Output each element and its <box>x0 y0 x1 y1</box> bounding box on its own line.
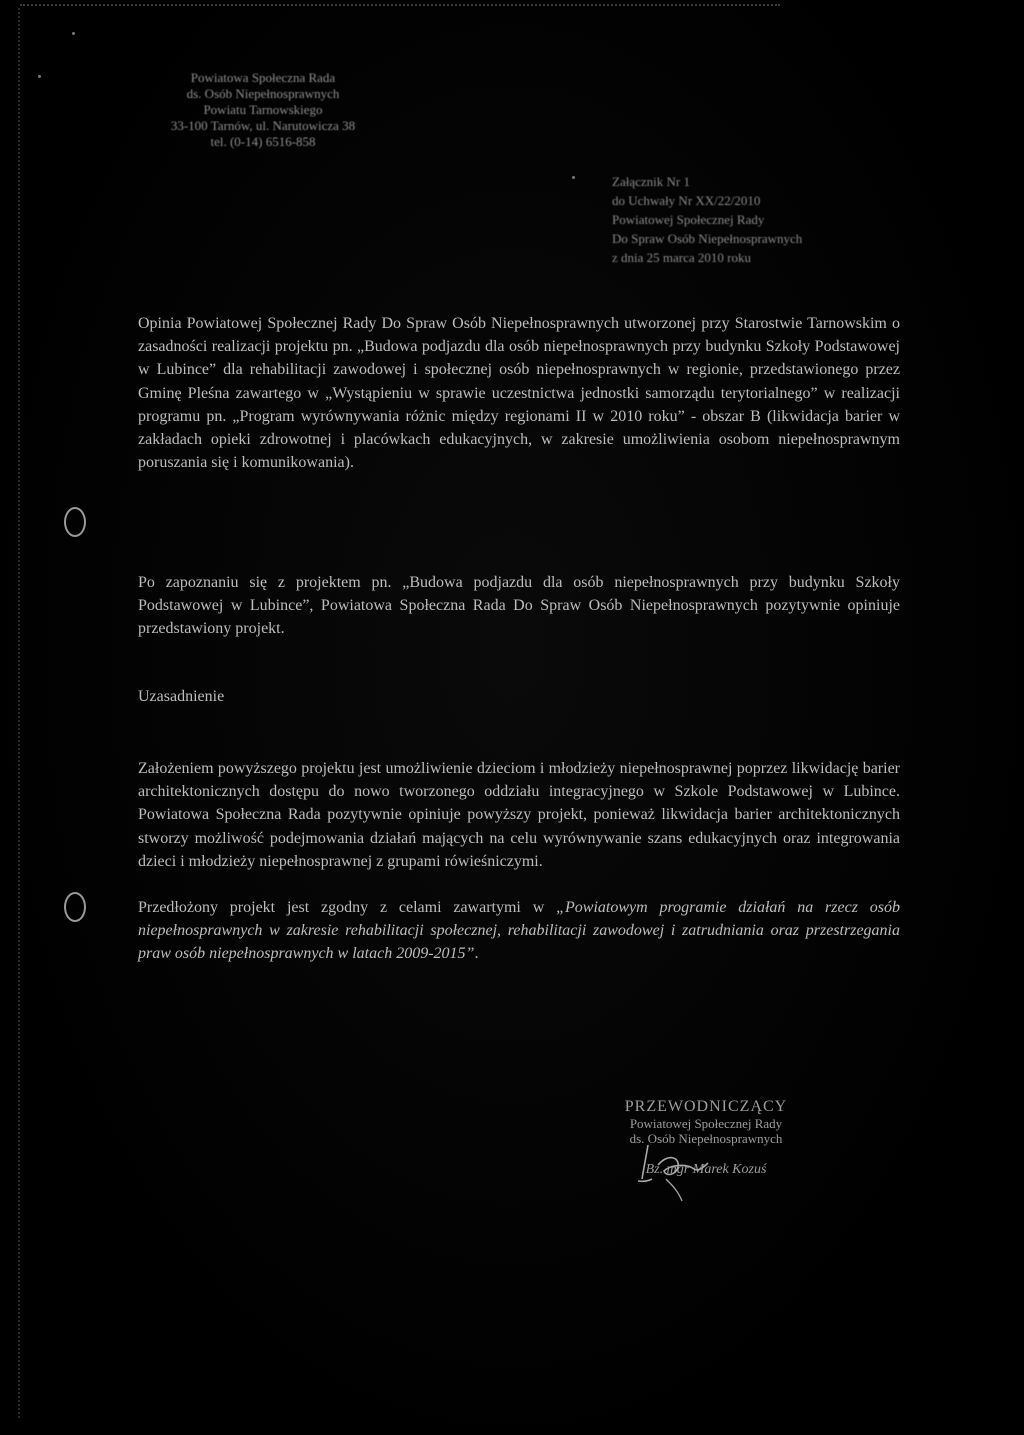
compliance-paragraph <box>138 896 900 966</box>
signatory-name: Bz. mgr Marek Kozuś <box>645 1162 767 1177</box>
annex-reference <box>612 172 872 267</box>
scan-speck <box>38 75 41 78</box>
familiarization-paragraph: Po zapoznaniu się z projektem pn. „Budowa podjazdu dla osób niepełnosprawnych przy budynku Szkoły Podstawowej w Lubince”, Powiatowa Społeczna Rada Do Spraw Osób Niepełnosprawnych pozytywnie opiniuje przedstawiony projekt. <box>138 574 900 638</box>
justification-paragraph: Założeniem powyższego projektu jest umożliwienie dzieciom i młodzieży niepełnosprawnej poprzez likwidację barier architektonicznych dostępu do nowo tworzonego oddziału integracyjnego w Szkole Podstawowej w Lubince. Powiatowa Społeczna Rada pozytywnie opiniuje powyższy projekt, ponieważ likwidacja barier architektonicznych stworzy możliwość podejmowania działań mających na celu wyrównywanie szans edukacyjnych oraz integrowania dzieci i młodzieży niepełnosprawnej z grupami rówieśniczymi. <box>138 760 900 870</box>
compliance-text: Przedłożony projekt jest zgodny z celami zawartymi w <box>138 899 557 916</box>
handwritten-signature <box>608 1135 748 1205</box>
signatory-line: ds. Osób Niepełnosprawnych <box>629 1131 783 1146</box>
scan-edge-left <box>18 8 23 1418</box>
program-title: „Powiatowym programie działań na rzecz osób niepełnosprawnych w zakresie rehabilitacji społecznej, rehabilitacji zawodowej i zatrudniania oraz przestrzegania praw osób niepełnosprawnych w latach 2009-2015” <box>138 899 901 963</box>
scan-speck <box>572 176 575 179</box>
scan-speck <box>72 32 75 35</box>
signatory-line: Powiatowej Społecznej Rady <box>629 1116 783 1131</box>
scan-edge-top <box>20 4 780 9</box>
sender-line: 33-100 Tarnów, ul. Narutowicza 38 <box>170 118 356 133</box>
compliance-end: . <box>474 945 479 963</box>
annex-line: Do Spraw Osób Niepełnosprawnych <box>612 231 803 246</box>
sender-line: ds. Osób Niepełnosprawnych <box>186 86 340 101</box>
justification-heading: Uzasadnienie <box>138 688 225 705</box>
annex-line: do Uchwały Nr XX/22/2010 <box>612 193 761 208</box>
annex-line: Powiatowej Społecznej Rady <box>612 212 765 227</box>
sender-line: Powiatowa Społeczna Rada <box>190 70 336 85</box>
signatory-title: PRZEWODNICZĄCY <box>624 1098 788 1115</box>
annex-line: z dnia 25 marca 2010 roku <box>612 250 751 265</box>
sender-address <box>138 70 388 150</box>
opinion-paragraph: Opinia Powiatowej Społecznej Rady Do Spraw Osób Niepełnosprawnych utworzonej przy Starostwie Tarnowskim o zasadności realizacji projektu pn. „Budowa podjazdu dla osób niepełnosprawnych przy budynku Szkoły Podstawowej w Lubince” dla rehabilitacji zawodowej i społecznej osób niepełnosprawnych w regionie, przedstawionego przez Gminę Pleśna zawartego w „Wystąpieniu w sprawie uczestnictwa jednostki samorządu terytorialnego” w realizacji programu pn. „Program wyrównywania różnic między regionami II w 2010 roku” - obszar B (likwidacja barier w zakładach opieki zdrowotnej i placówkach edukacyjnych, w zakresie umożliwienia osobom niepełnosprawnym poruszania się i komunikowania). <box>138 315 900 472</box>
sender-line: Powiatu Tarnowskiego <box>203 102 323 117</box>
annex-line: Załącznik Nr 1 <box>612 174 690 189</box>
sender-line: tel. (0-14) 6516-858 <box>210 134 316 149</box>
punch-hole-top <box>64 507 86 537</box>
punch-hole-bottom <box>64 892 86 922</box>
